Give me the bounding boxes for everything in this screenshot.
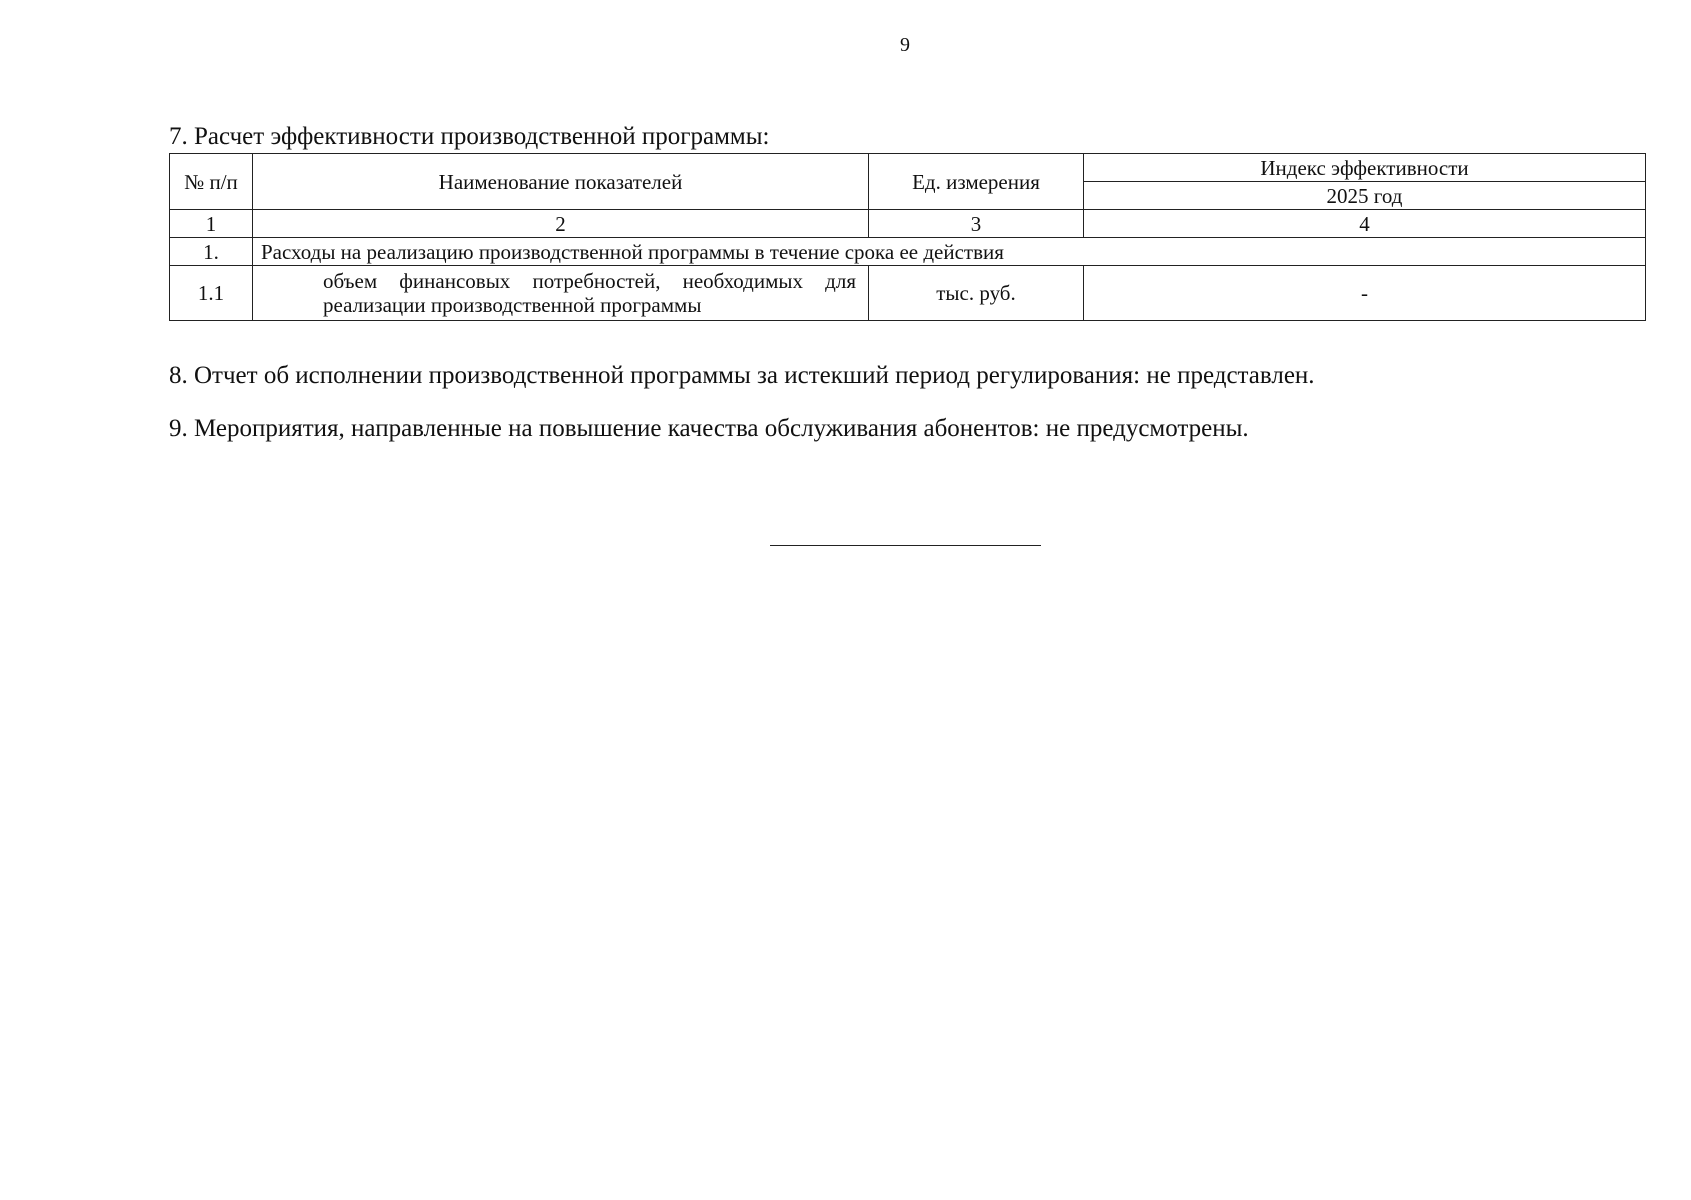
paragraph-8: 8. Отчет об исполнении производственной программы за истекший период регулирования: не представлен. (169, 362, 1315, 389)
section-row-num: 1. (170, 238, 253, 266)
header-year: 2025 год (1084, 182, 1646, 210)
end-divider (770, 545, 1041, 546)
section-7-heading: 7. Расчет эффективности производственной программы: (169, 123, 770, 150)
item-row-num: 1.1 (170, 266, 253, 321)
table-section-row (170, 238, 1646, 266)
item-row-value: - (1084, 266, 1646, 321)
table-row (170, 266, 1646, 321)
paragraph-9: 9. Мероприятия, направленные на повышение качества обслуживания абонентов: не предусмотрены. (169, 415, 1249, 442)
column-number-row (170, 210, 1646, 238)
column-number: 1 (170, 210, 253, 238)
page-number: 9 (900, 34, 910, 56)
section-row-text: Расходы на реализацию производственной программы в течение срока ее действия (253, 238, 1646, 266)
item-row-unit: тыс. руб. (869, 266, 1084, 321)
header-unit: Ед. измерения (869, 154, 1084, 210)
efficiency-table (169, 153, 1646, 321)
table-header-row (170, 154, 1646, 182)
column-number: 3 (869, 210, 1084, 238)
header-num: № п/п (170, 154, 253, 210)
header-index-group: Индекс эффективности (1084, 154, 1646, 182)
column-number: 2 (253, 210, 869, 238)
column-number: 4 (1084, 210, 1646, 238)
item-row-name: объем финансовых потребностей, необходимых для реализации производственной программы (253, 266, 869, 321)
header-name: Наименование показателей (253, 154, 869, 210)
